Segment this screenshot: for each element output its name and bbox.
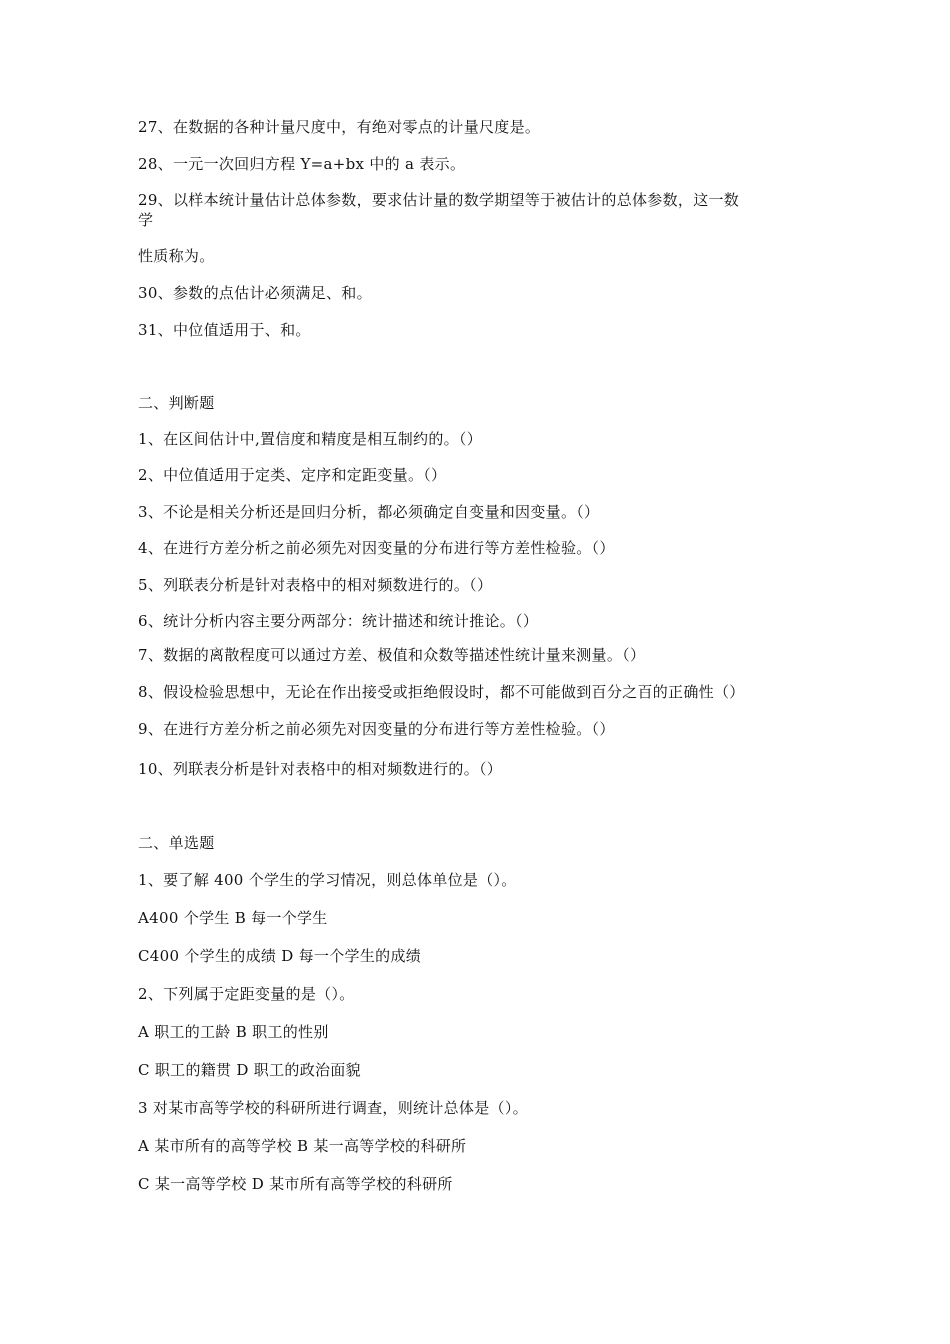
question-30: 30、参数的点估计必须满足、和。	[138, 284, 372, 302]
section-heading-single-choice: 二、单选题	[138, 834, 215, 852]
question-27: 27、在数据的各种计量尺度中，有绝对零点的计量尺度是。	[138, 118, 541, 136]
choice-options-1-cd: C400 个学生的成绩 D 每一个学生的成绩	[138, 947, 422, 965]
question-29-line-2: 学	[138, 211, 154, 229]
choice-question-1: 1、要了解 400 个学生的学习情况，则总体单位是（）。	[138, 871, 517, 889]
question-28: 28、一元一次回归方程 Y=a+bx 中的 a 表示。	[138, 155, 466, 173]
choice-question-3: 3 对某市高等学校的科研所进行调查，则统计总体是（）。	[138, 1099, 528, 1117]
judgement-item: 5、列联表分析是针对表格中的相对频数进行的。（）	[138, 576, 493, 594]
judgement-item: 7、数据的离散程度可以通过方差、极值和众数等描述性统计量来测量。（）	[138, 646, 646, 664]
judgement-item: 4、在进行方差分析之前必须先对因变量的分布进行等方差性检验。（）	[138, 539, 615, 557]
judgement-item: 1、在区间估计中,置信度和精度是相互制约的。（）	[138, 430, 483, 448]
question-29-line-3: 性质称为。	[138, 247, 215, 265]
judgement-item: 3、不论是相关分析还是回归分析，都必须确定自变量和因变量。（）	[138, 503, 600, 521]
choice-options-3-ab: A 某市所有的高等学校 B 某一高等学校的科研所	[138, 1137, 467, 1155]
judgement-item: 10、列联表分析是针对表格中的相对频数进行的。（）	[138, 760, 503, 778]
choice-question-2: 2、下列属于定距变量的是（）。	[138, 985, 355, 1003]
choice-options-3-cd: C 某一高等学校 D 某市所有高等学校的科研所	[138, 1175, 453, 1193]
choice-options-1-ab: A400 个学生 B 每一个学生	[138, 909, 328, 927]
judgement-item: 8、假设检验思想中，无论在作出接受或拒绝假设时，都不可能做到百分之百的正确性（）	[138, 683, 745, 701]
choice-options-2-ab: A 职工的工龄 B 职工的性别	[138, 1023, 329, 1041]
question-31: 31、中位值适用于、和。	[138, 321, 311, 339]
judgement-item: 6、统计分析内容主要分两部分：统计描述和统计推论。（）	[138, 612, 539, 630]
judgement-item: 2、中位值适用于定类、定序和定距变量。（）	[138, 466, 447, 484]
choice-options-2-cd: C 职工的籍贯 D 职工的政治面貌	[138, 1061, 361, 1079]
section-heading-judgement: 二、判断题	[138, 394, 215, 412]
question-29-line-1: 29、以样本统计量估计总体参数，要求估计量的数学期望等于被估计的总体参数，这一数	[138, 191, 740, 209]
judgement-item: 9、在进行方差分析之前必须先对因变量的分布进行等方差性检验。（）	[138, 720, 615, 738]
